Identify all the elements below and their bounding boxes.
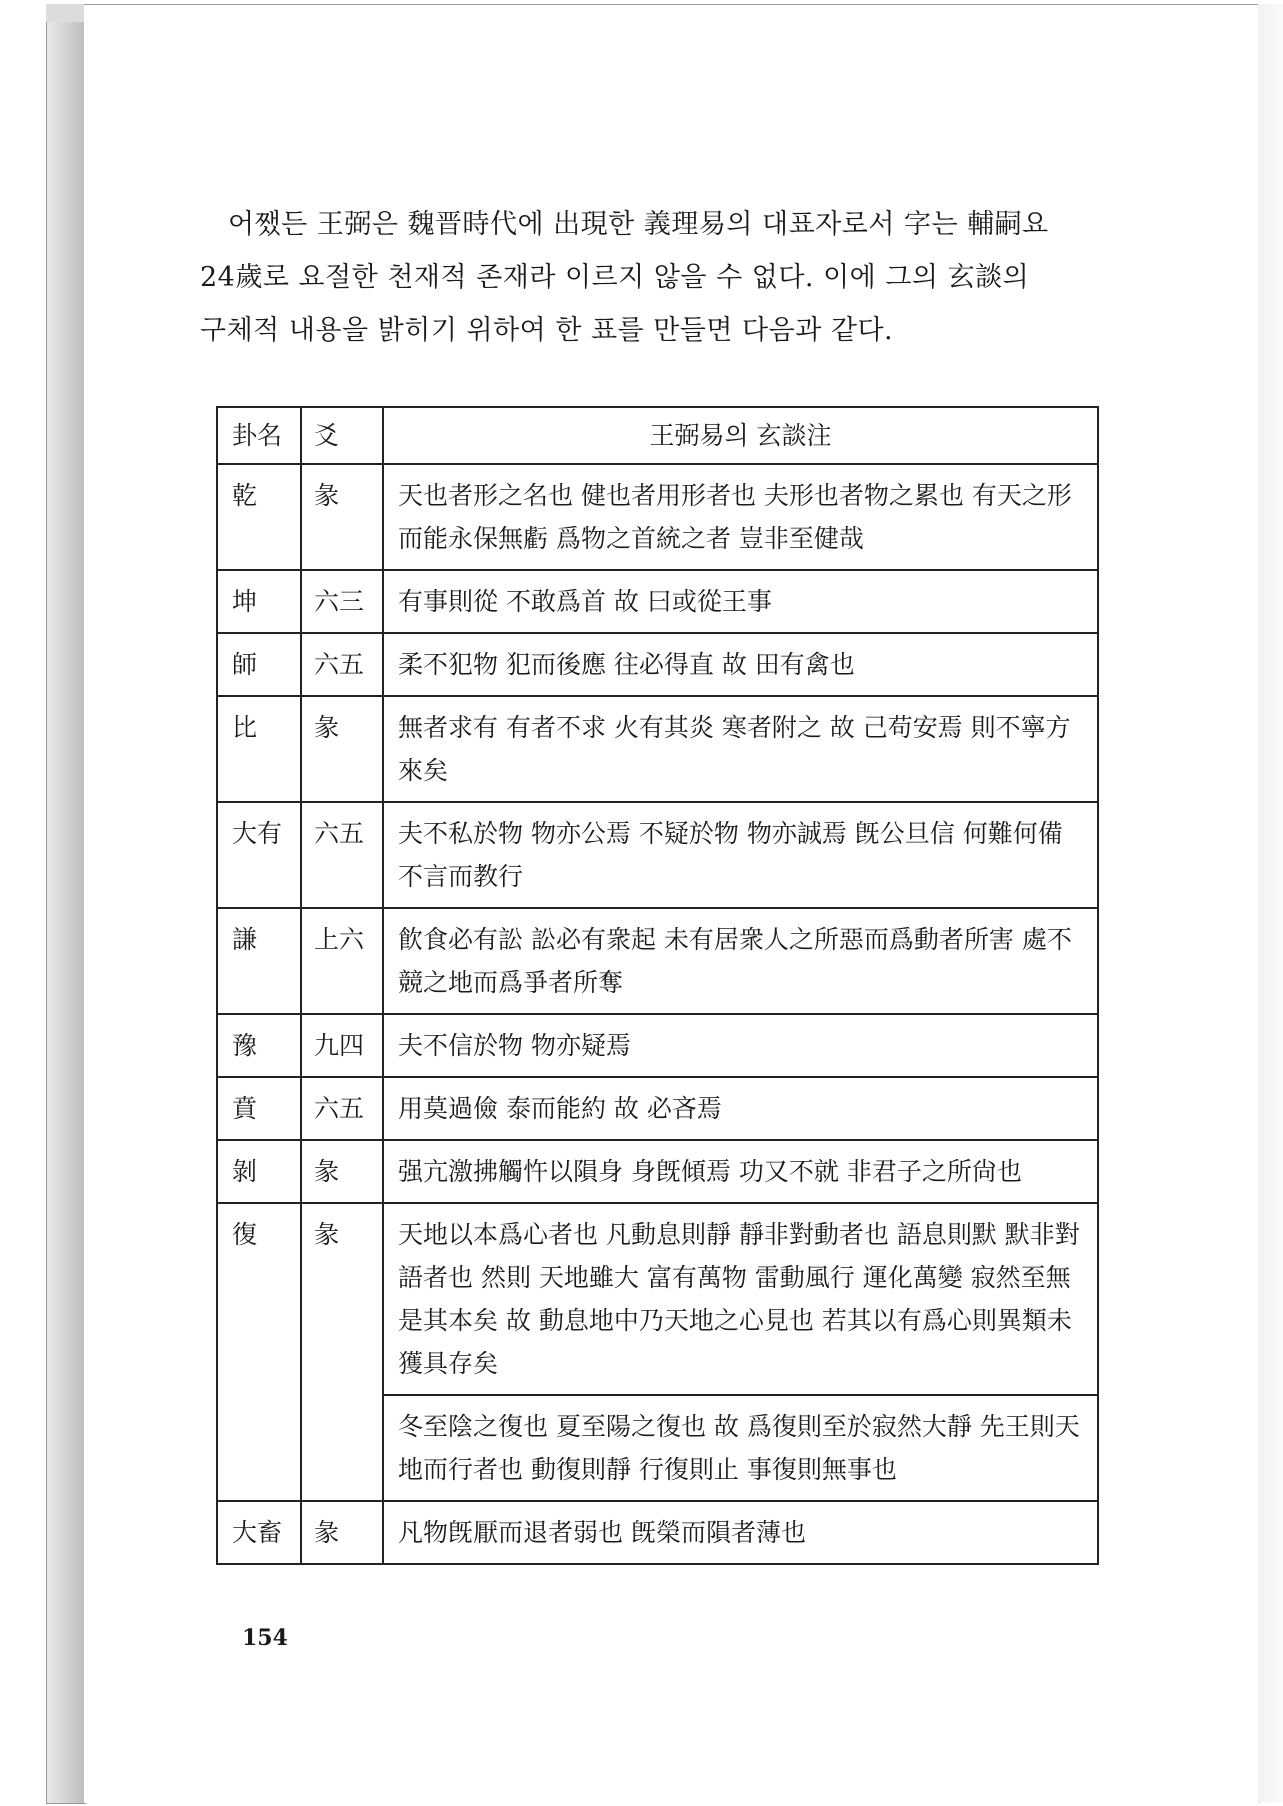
table-row	[217, 464, 1098, 570]
book-spine-top	[46, 4, 84, 22]
commentary-text: 夫不信於物 物亦疑焉	[383, 1014, 1098, 1077]
hexagram-name: 剝	[217, 1140, 301, 1203]
table-row	[217, 802, 1098, 908]
yao-label: 六五	[301, 1077, 383, 1140]
page-edge	[1258, 4, 1283, 1802]
hexagram-name: 復	[217, 1203, 301, 1501]
hexagram-name: 賁	[217, 1077, 301, 1140]
table-row	[217, 908, 1098, 1014]
table-row	[217, 1203, 1098, 1395]
page-number: 154	[242, 1625, 288, 1651]
table-row	[217, 696, 1098, 802]
hexagram-name: 大有	[217, 802, 301, 908]
yao-label: 彖	[301, 1501, 383, 1564]
intro-line: 24歲로 요절한 천재적 존재라 이르지 않을 수 없다. 이에 그의 玄談의	[200, 262, 1030, 293]
commentary-text: 强亢激拂觸忤以隕身 身旣傾焉 功又不就 非君子之所尙也	[383, 1140, 1098, 1203]
intro-line: 어쨌든 王弼은 魏晋時代에 出現한 義理易의 대표자로서 字는 輔嗣요	[228, 209, 1049, 240]
header-commentary: 王弼易의 玄談注	[383, 407, 1098, 464]
commentary-text: 飮食必有訟 訟必有衆起 未有居衆人之所惡而爲動者所害 處不競之地而爲爭者所奪	[383, 908, 1098, 1014]
intro-line: 구체적 내용을 밝히기 위하여 한 표를 만들면 다음과 같다.	[200, 315, 894, 346]
hexagram-name: 比	[217, 696, 301, 802]
yao-label: 彖	[301, 696, 383, 802]
yao-label: 彖	[301, 1203, 383, 1501]
commentary-text: 凡物旣厭而退者弱也 旣榮而隕者薄也	[383, 1501, 1098, 1564]
hexagram-name: 謙	[217, 908, 301, 1014]
commentary-text: 夫不私於物 物亦公焉 不疑於物 物亦誠焉 旣公旦信 何難何備 不言而教行	[383, 802, 1098, 908]
hexagram-name: 師	[217, 633, 301, 696]
commentary-text: 天也者形之名也 健也者用形者也 夫形也者物之累也 有天之形而能永保無虧 爲物之首統之者 豈非至健哉	[383, 464, 1098, 570]
header-hexagram-name: 卦名	[217, 407, 301, 464]
hexagram-name: 坤	[217, 570, 301, 633]
book-spine	[46, 4, 86, 1804]
intro-paragraph	[200, 198, 1105, 357]
table-row	[217, 1140, 1098, 1203]
hexagram-name: 豫	[217, 1014, 301, 1077]
commentary-text: 無者求有 有者不求 火有其炎 寒者附之 故 己苟安焉 則不寧方來矣	[383, 696, 1098, 802]
hexagram-table	[216, 406, 1099, 1565]
commentary-text: 柔不犯物 犯而後應 往必得直 故 田有禽也	[383, 633, 1098, 696]
yao-label: 九四	[301, 1014, 383, 1077]
yao-label: 彖	[301, 464, 383, 570]
commentary-text: 天地以本爲心者也 凡動息則靜 靜非對動者也 語息則默 默非對語者也 然則 天地雖大 富有萬物 雷動風行 運化萬變 寂然至無 是其本矣 故 動息地中乃天地之心見也 若其以有爲心則異類未獲具存矣	[383, 1203, 1098, 1395]
yao-label: 六五	[301, 633, 383, 696]
table-row	[217, 633, 1098, 696]
hexagram-name: 大畜	[217, 1501, 301, 1564]
commentary-text: 有事則從 不敢爲首 故 曰或從王事	[383, 570, 1098, 633]
hexagram-name: 乾	[217, 464, 301, 570]
header-yao: 爻	[301, 407, 383, 464]
yao-label: 六三	[301, 570, 383, 633]
yao-label: 六五	[301, 802, 383, 908]
yao-label: 上六	[301, 908, 383, 1014]
table-row	[217, 1077, 1098, 1140]
yao-label: 彖	[301, 1140, 383, 1203]
commentary-text: 冬至陰之復也 夏至陽之復也 故 爲復則至於寂然大靜 先王則天地而行者也 動復則靜 行復則止 事復則無事也	[383, 1395, 1098, 1501]
commentary-text: 用莫過儉 泰而能約 故 必吝焉	[383, 1077, 1098, 1140]
table-row	[217, 1014, 1098, 1077]
table-row	[217, 570, 1098, 633]
table-row	[217, 1501, 1098, 1564]
table-header-row	[217, 407, 1098, 464]
